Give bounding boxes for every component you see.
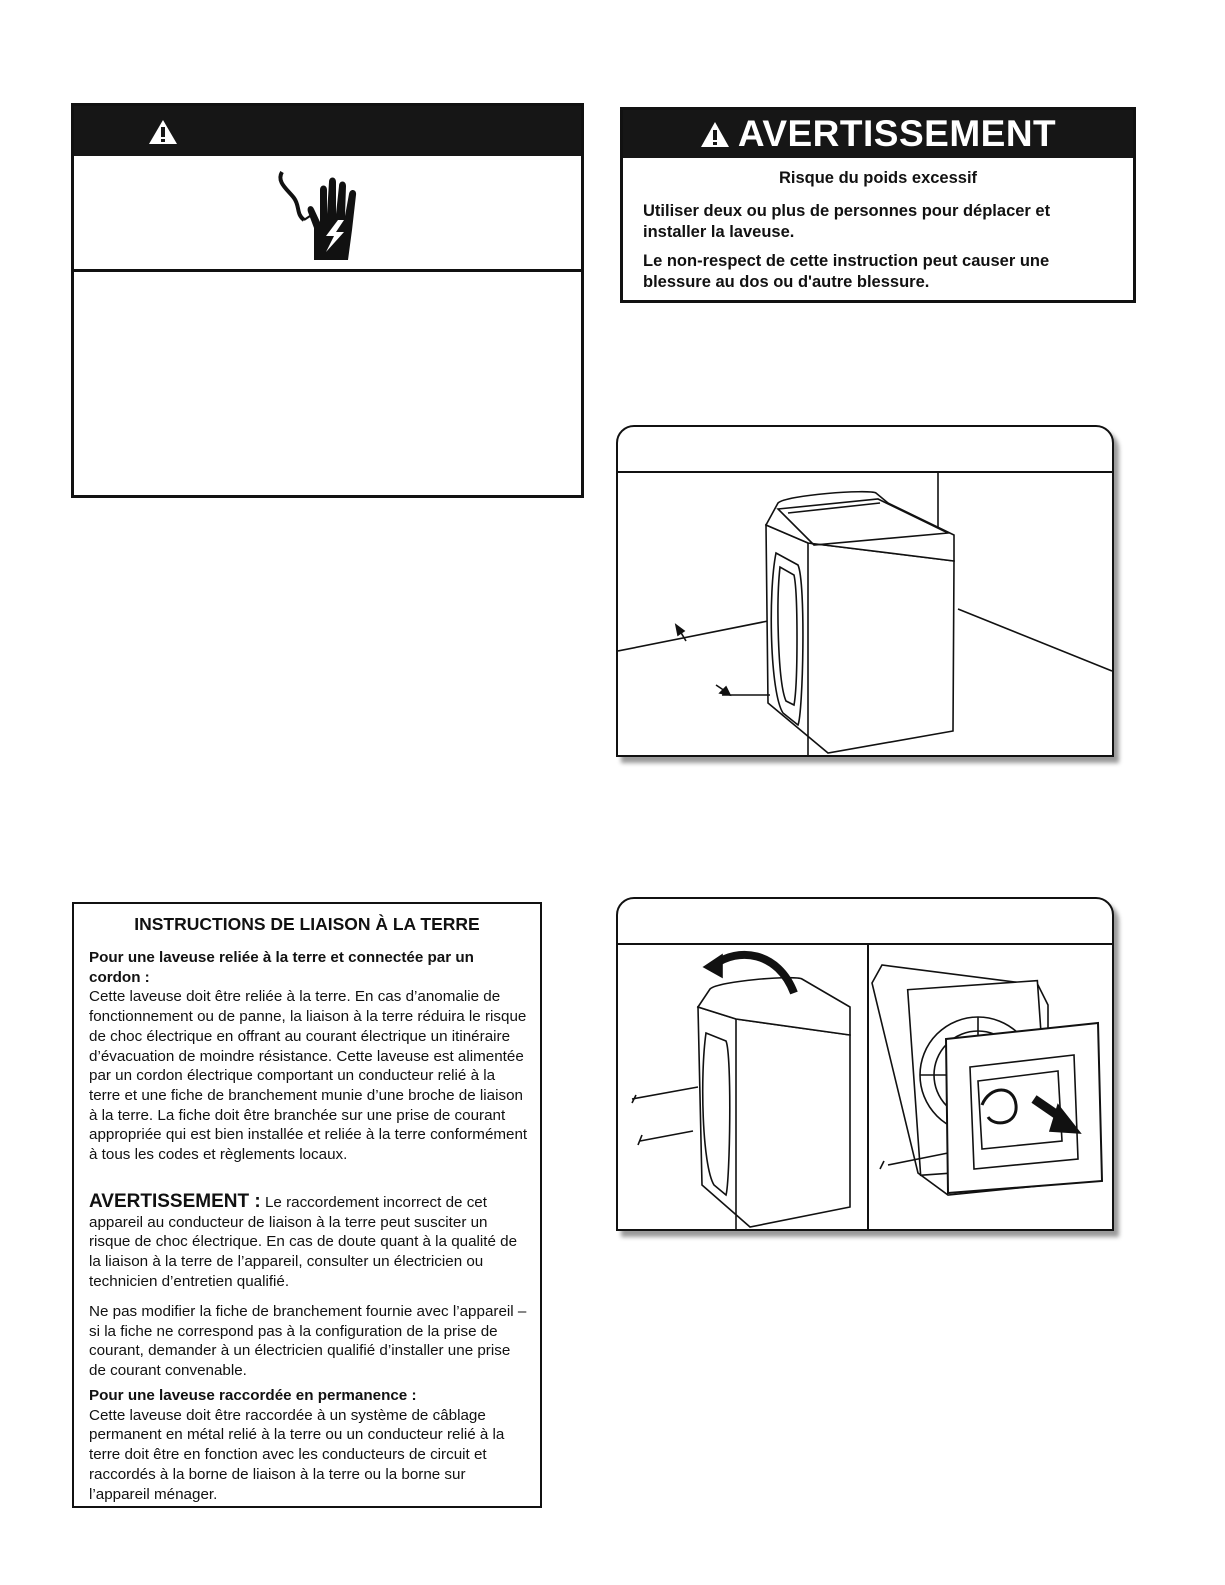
grounding-instructions-box	[72, 902, 542, 1508]
warning-triangle-icon	[700, 121, 730, 148]
permanent-heading: Pour une laveuse raccordée en permanence :	[89, 1387, 417, 1404]
permanent-section	[89, 1386, 529, 1504]
warning-section	[89, 1192, 529, 1292]
cord-section	[89, 948, 529, 1165]
warning-header-bar	[623, 110, 1133, 158]
washer-placement-figure	[616, 425, 1114, 757]
shipping-removal-figure	[616, 897, 1114, 1231]
warning-header-bar	[74, 106, 581, 156]
plug-section	[89, 1302, 529, 1381]
figure-header-tab	[618, 899, 1112, 945]
washer-placement-illustration	[618, 473, 1112, 755]
permanent-body: Cette laveuse doit être raccordée à un système de câblage permanent en métal relié à la terre ou un conducteur relié à la terre doit être en fonction avec les conducteurs de circuit et raccordés à la borne de liaison à la terre ou la borne sur l’appareil ménager.	[89, 1406, 505, 1503]
weight-warning-box	[620, 107, 1136, 303]
warning-paragraph: Utiliser deux ou plus de personnes pour déplacer et installer la laveuse.	[643, 202, 1051, 241]
grounding-title: INSTRUCTIONS DE LIAISON À LA TERRE	[134, 914, 480, 934]
cord-body: Cette laveuse doit être reliée à la terre. En cas d’anomalie de fonctionnement ou de panne, la liaison à la terre réduira le risque de choc électrique en offrant au courant électrique un itinéraire d’évacuation de moindre résistance. Cette laveuse est alimentée par un cordon électrique comportant un conducteur relié à la terre et une fiche de branchement munie d’une broche de liaison à la terre. La fiche doit être branchée sur une prise de courant appropriée qui est bien installée et reliée à la terre conformément à tous les codes et règlements locaux.	[89, 988, 528, 1164]
grounding-warning-label: AVERTISSEMENT :	[89, 1191, 261, 1212]
electrical-warning-box	[71, 103, 584, 498]
warning-triangle-icon	[148, 119, 178, 145]
plug-body: Ne pas modifier la fiche de branchement fournie avec l’appareil – si la fiche ne correspond pas à la configuration de la prise de courant, demander à un électricien qualifié d’installer une prise de courant convenable.	[89, 1303, 527, 1380]
hazard-icon-row	[74, 156, 581, 272]
warning-paragraph: Le non-respect de cette instruction peut causer une blessure au dos ou d'autre blessure.	[643, 252, 1050, 291]
figure-header-tab	[618, 427, 1112, 473]
cord-heading: Pour une laveuse reliée à la terre et connectée par un cordon :	[89, 949, 474, 986]
shipping-removal-illustration	[618, 945, 1112, 1229]
electrical-shock-hazard-icon	[274, 168, 364, 263]
warning-title: AVERTISSEMENT	[737, 113, 1057, 154]
warning-subtitle: Risque du poids excessif	[778, 169, 978, 187]
grounding-warning-body: Le raccordement incorrect de cet appareil au conducteur de liaison à la terre peut susciter un risque de choc électrique. En cas de doute quant à la qualité de la liaison à la terre de l’appareil, consulter un électricien ou technicien d’entretien qualifié.	[89, 1194, 518, 1290]
